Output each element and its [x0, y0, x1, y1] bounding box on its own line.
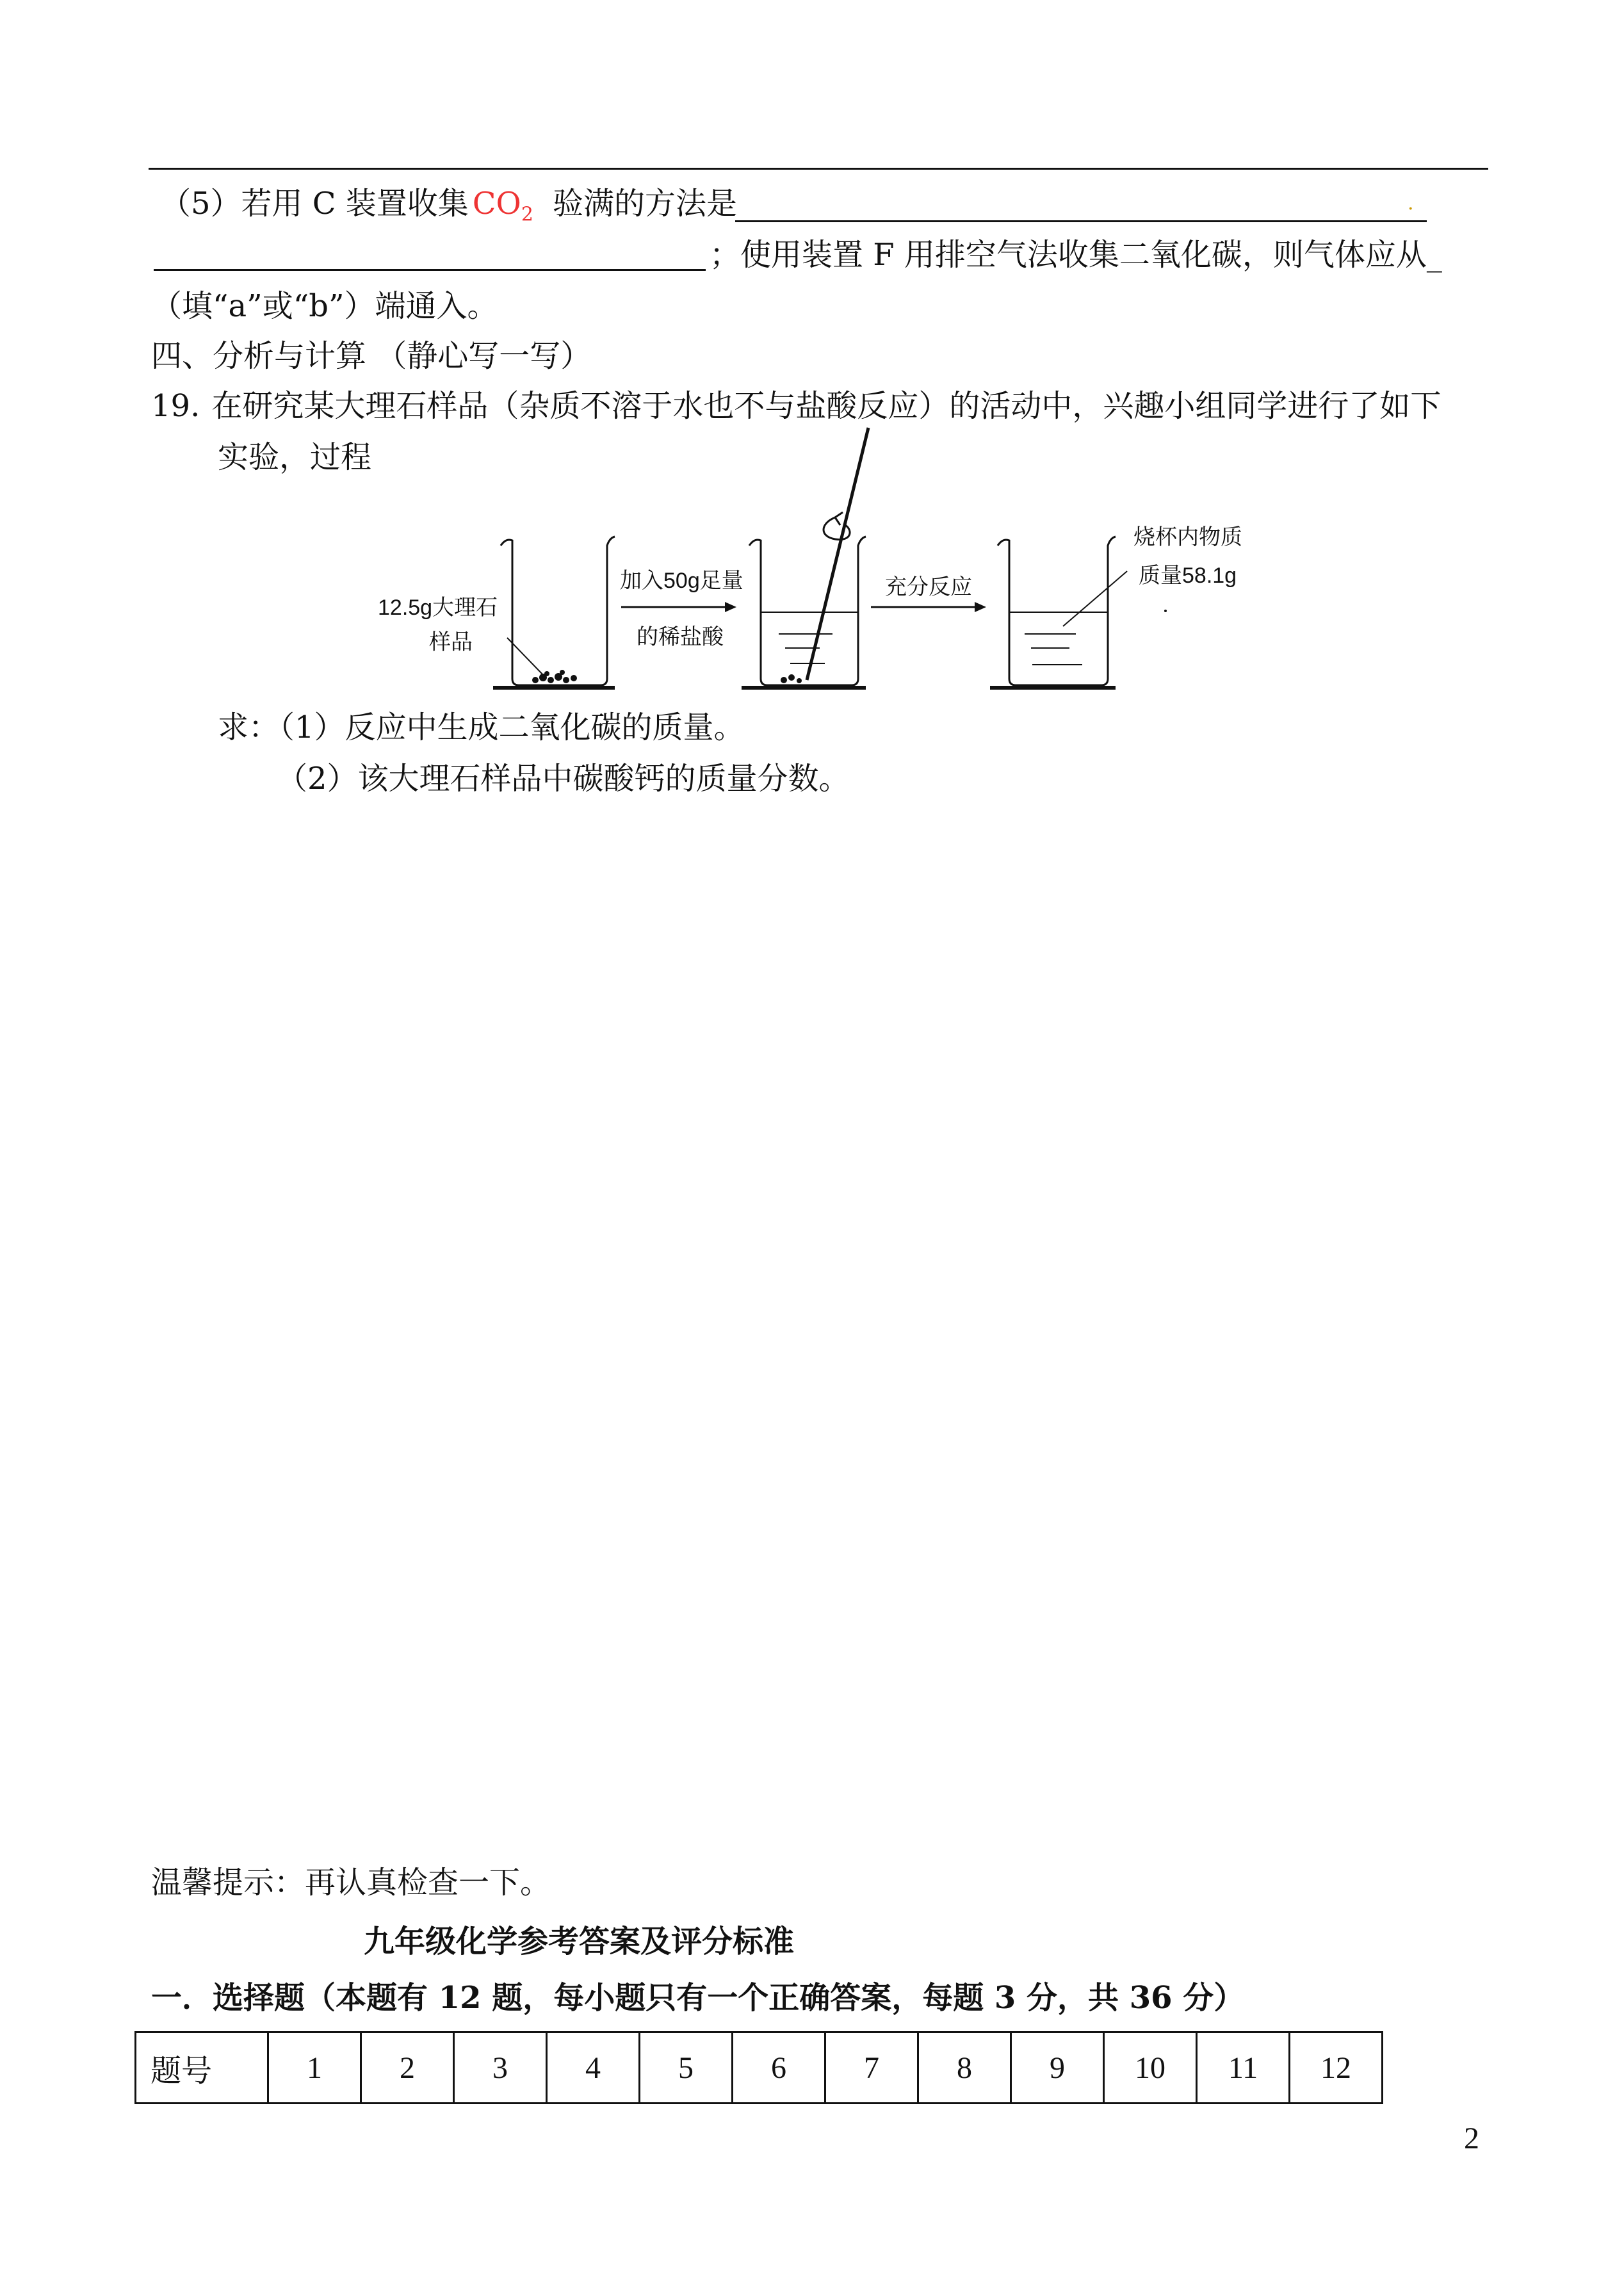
q19-text-line2: 实验，过程 — [218, 439, 372, 475]
answer-blank-2 — [154, 269, 706, 271]
reminder: 温馨提示：再认真检查一下。 — [151, 1865, 551, 1901]
marble-particle — [571, 675, 577, 681]
q18-5-prefix: （5）若用 C 装置收集 — [160, 186, 469, 222]
page-number: 2 — [1464, 2121, 1479, 2155]
q19-ask-1: 求：（1）反应中生成二氧化碳的质量。 — [218, 710, 745, 745]
beaker-1 — [501, 537, 615, 685]
marble-particle — [560, 670, 565, 675]
question-number-cell: 11 — [1197, 2032, 1290, 2104]
experiment-figure — [359, 423, 1268, 692]
q19-line1 — [151, 387, 1441, 425]
q18-5-line3: （填“a”或“b”）端通入。 — [151, 288, 498, 324]
q19-text-line1: 在研究某大理石样品（杂质不溶于水也不与盐酸反应）的活动中，兴趣小组同学进行了如下 — [211, 388, 1441, 424]
beaker-3-pointer — [1063, 571, 1127, 626]
marble-particle — [548, 677, 554, 683]
question-number-cell: 12 — [1290, 2032, 1383, 2104]
q19-number: 19. — [151, 388, 200, 424]
beaker-1-label-sample: 样品 — [429, 630, 473, 654]
arrow-1-head — [725, 602, 736, 612]
co2-text: CO — [472, 186, 521, 222]
table-header-cell: 题号 — [136, 2032, 268, 2104]
question-number-cell: 6 — [733, 2032, 825, 2104]
marble-particle — [797, 678, 802, 683]
beaker-3 — [998, 537, 1116, 685]
arrow-2-label: 充分反应 — [885, 575, 972, 599]
beaker-3-label-substance: 烧杯内物质 — [1133, 525, 1242, 549]
arrow-2-head — [975, 602, 986, 612]
answer-blank-1 — [735, 220, 1427, 222]
marble-particle — [544, 671, 549, 676]
stray-dot: . — [1408, 192, 1414, 215]
q18-5-line2: ；使用装置 F 用排空气法收集二氧化碳，则气体应从_ — [710, 237, 1442, 273]
question-number-cell: 4 — [547, 2032, 640, 2104]
question-number-cell: 10 — [1104, 2032, 1197, 2104]
beaker-1-label-mass: 12.5g大理石 — [378, 596, 498, 620]
marble-particle — [563, 677, 569, 683]
q18-5-line1 — [160, 184, 737, 234]
answer-title: 九年级化学参考答案及评分标准 — [364, 1924, 795, 1959]
arrow-1-label-add: 加入50g足量 — [620, 569, 743, 593]
top-rule — [149, 168, 1488, 170]
answer-section1-heading: 一．选择题（本题有 12 题，每小题只有一个正确答案，每题 3 分，共 36 分） — [151, 1980, 1245, 2016]
stirring-rod — [807, 428, 868, 680]
stray-mark — [1164, 610, 1167, 612]
marble-particle — [781, 677, 787, 683]
question-number-cell: 8 — [918, 2032, 1011, 2104]
stir-arrow-head — [835, 512, 843, 525]
question-number-cell: 5 — [640, 2032, 733, 2104]
section4-heading: 四、分析与计算 （静心写一写） — [151, 338, 592, 374]
marble-particle — [788, 674, 795, 681]
question-number-cell: 1 — [268, 2032, 361, 2104]
question-number-cell: 3 — [454, 2032, 547, 2104]
question-number-cell: 9 — [1011, 2032, 1104, 2104]
co2-subscript: 2 — [521, 203, 533, 226]
q18-5-method-text: 验满的方法是 — [552, 186, 737, 222]
q19-ask-2: （2）该大理石样品中碳酸钙的质量分数。 — [277, 761, 850, 797]
arrow-1-label-acid: 的稀盐酸 — [637, 625, 724, 649]
answer-table — [134, 2031, 1383, 2104]
co2-formula — [472, 186, 533, 226]
table-row — [136, 2032, 1383, 2104]
beaker-3-label-mass: 质量58.1g — [1139, 564, 1237, 588]
marble-particle — [532, 677, 539, 683]
question-number-cell: 2 — [361, 2032, 454, 2104]
question-number-cell: 7 — [825, 2032, 918, 2104]
